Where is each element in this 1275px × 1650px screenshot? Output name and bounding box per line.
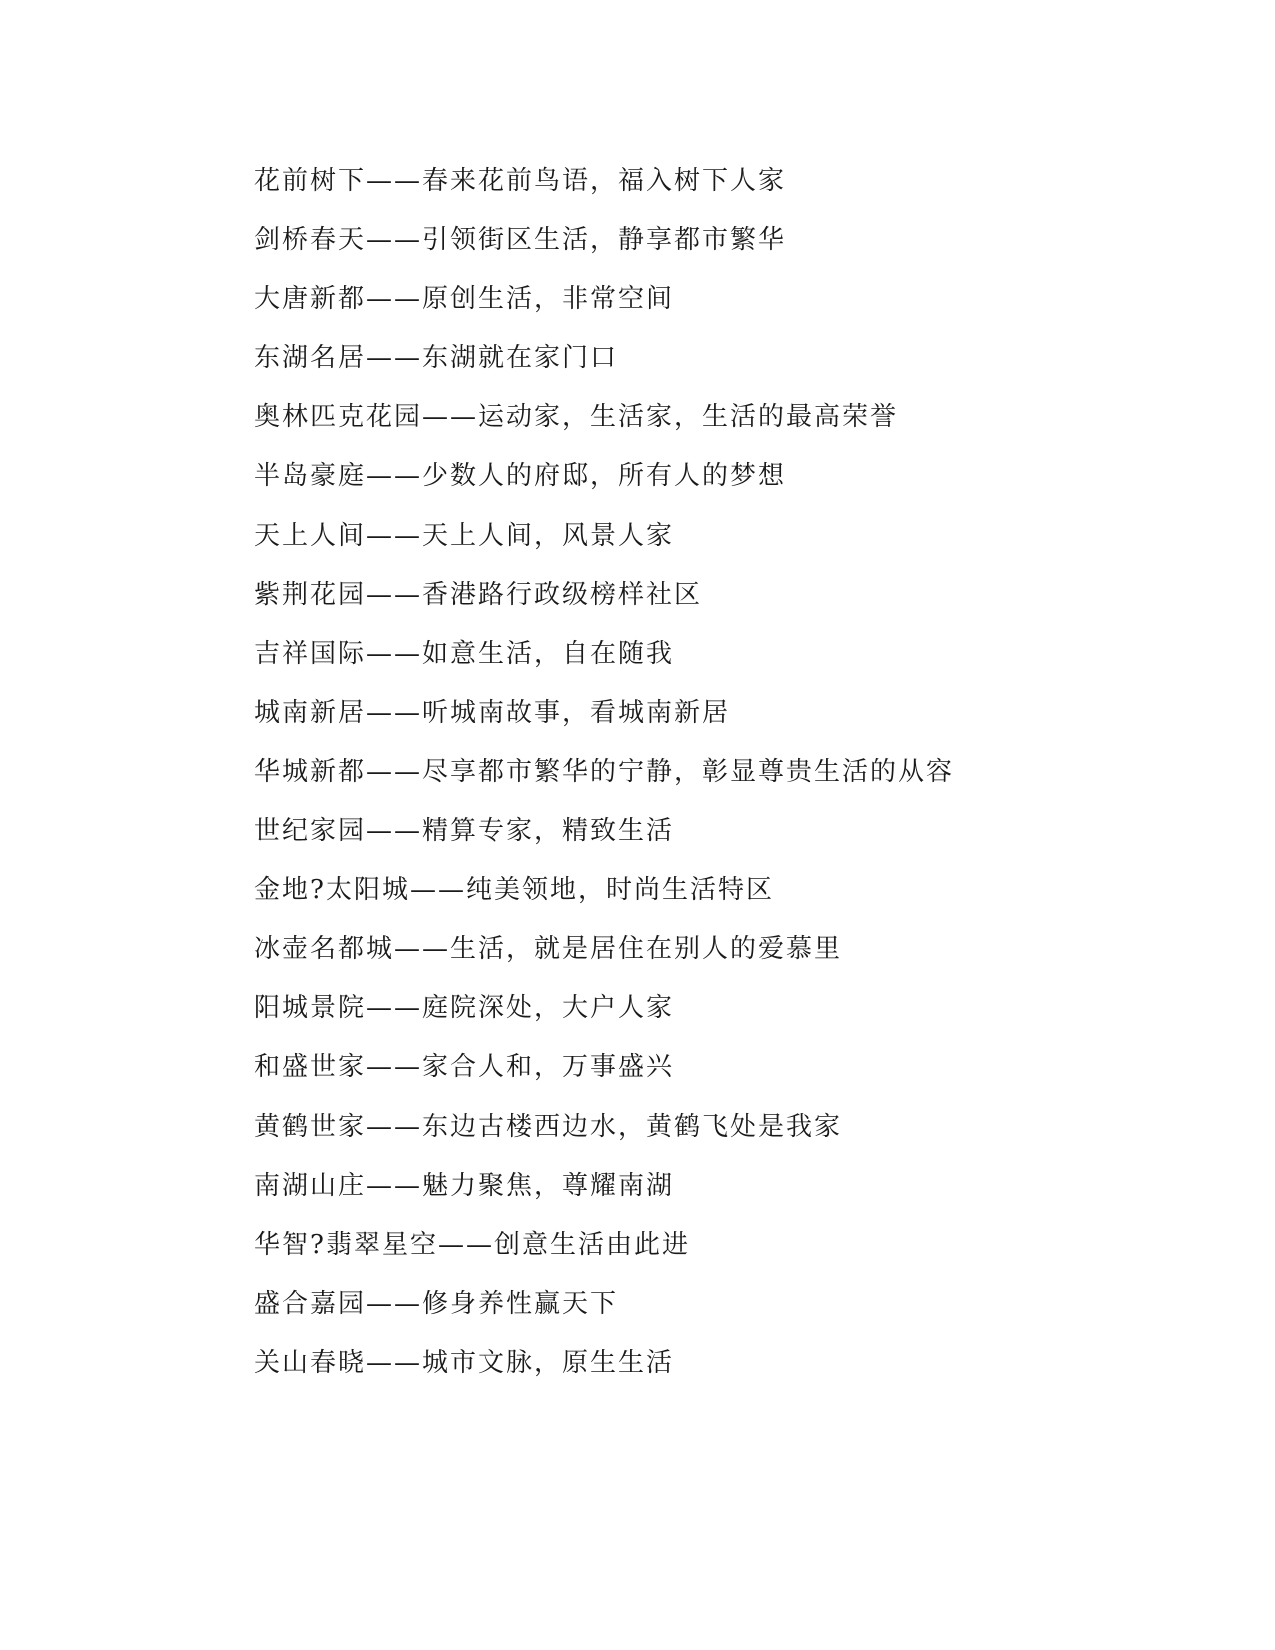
slogan-line: 南湖山庄——魅力聚焦，尊耀南湖 <box>254 1170 675 1201</box>
slogan-line: 花前树下——春来花前鸟语，福入树下人家 <box>254 166 787 196</box>
slogan-line: 剑桥春天——引领街区生活，静享都市繁华 <box>254 225 787 256</box>
slogan-line: 冰壶名都城——生活，就是居住在别人的爱慕里 <box>254 934 843 965</box>
slogan-line: 半岛豪庭——少数人的府邸，所有人的梦想 <box>254 461 787 492</box>
slogan-line: 吉祥国际——如意生活，自在随我 <box>254 638 675 669</box>
slogan-line: 关山春晓——城市文脉，原生生活 <box>254 1347 675 1378</box>
slogan-line: 东湖名居——东湖就在家门口 <box>254 343 619 374</box>
slogan-line: 华城新都——尽享都市繁华的宁静，彰显尊贵生活的从容 <box>254 756 955 787</box>
slogan-list <box>254 161 954 1402</box>
slogan-line: 世纪家园——精算专家，精致生活 <box>254 816 675 847</box>
slogan-line: 大唐新都——原创生活，非常空间 <box>254 284 675 315</box>
slogan-line: 金地?太阳城——纯美领地，时尚生活特区 <box>254 875 774 906</box>
slogan-line: 城南新居——听城南故事，看城南新居 <box>254 697 731 728</box>
slogan-line: 紫荆花园——香港路行政级榜样社区 <box>254 579 703 610</box>
slogan-line: 阳城景院——庭院深处，大户人家 <box>254 993 675 1024</box>
slogan-line: 华智?翡翠星空——创意生活由此进 <box>254 1229 690 1260</box>
slogan-line: 和盛世家——家合人和，万事盛兴 <box>254 1052 675 1083</box>
slogan-line: 奥林匹克花园——运动家，生活家，生活的最高荣誉 <box>254 402 899 433</box>
slogan-line: 盛合嘉园——修身养性赢天下 <box>254 1288 619 1319</box>
slogan-line: 天上人间——天上人间，风景人家 <box>254 520 675 551</box>
slogan-line: 黄鹤世家——东边古楼西边水，黄鹤飞处是我家 <box>254 1111 843 1142</box>
